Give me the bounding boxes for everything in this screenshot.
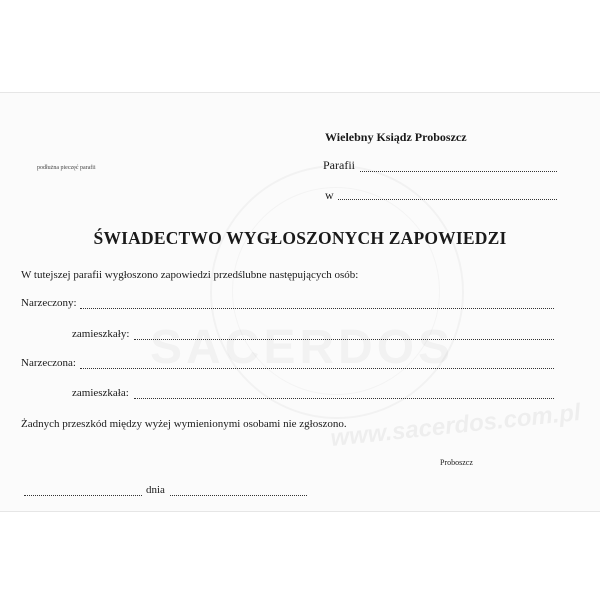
- place-field[interactable]: [24, 495, 142, 496]
- groom-residence-field[interactable]: [134, 339, 554, 340]
- intro-text: W tutejszej parafii wygłoszono zapowiedzi przedślubne następujących osób:: [21, 269, 359, 281]
- watermark-url: www.sacerdos.com.pl: [329, 398, 582, 453]
- no-impediments-note: Żadnych przeszkód między wyżej wymienionymi osobami nie zgłoszono.: [21, 418, 347, 430]
- parish-label: Parafii: [323, 158, 355, 172]
- date-label: dnia: [146, 484, 165, 496]
- location-field[interactable]: [338, 199, 557, 200]
- document-title: ŚWIADECTWO WYGŁOSZONYCH ZAPOWIEDZI: [93, 228, 507, 248]
- groom-label: Narzeczony:: [21, 297, 77, 309]
- signature-label: Proboszcz: [440, 458, 473, 467]
- bride-label: Narzeczona:: [21, 357, 76, 369]
- parish-field[interactable]: [360, 171, 557, 172]
- bride-field[interactable]: [80, 368, 554, 369]
- addressee: Wielebny Ksiądz Proboszcz: [325, 130, 467, 144]
- groom-residence-label: zamieszkały:: [72, 328, 130, 340]
- watermark-brand: [150, 320, 450, 375]
- groom-field[interactable]: [80, 308, 554, 309]
- bride-residence-field[interactable]: [134, 398, 554, 399]
- location-label: w: [325, 188, 334, 202]
- bride-residence-label: zamieszkała:: [72, 387, 129, 399]
- date-field[interactable]: [170, 495, 307, 496]
- stamp-note: podłużna pieczęć parafii: [37, 165, 96, 171]
